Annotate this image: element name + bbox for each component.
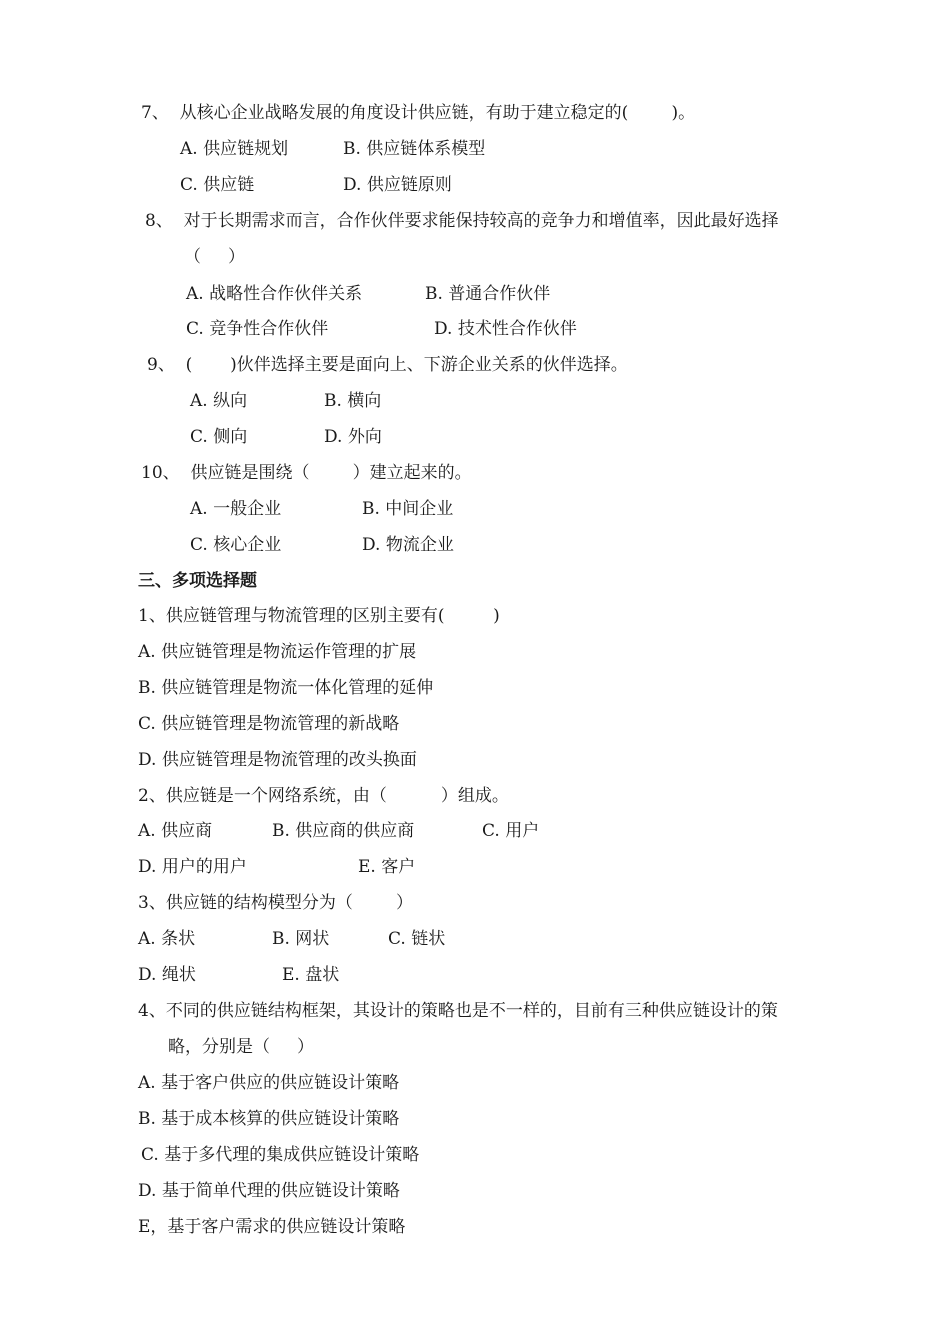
q8-option-c: C. 竞争性合作伙伴 [186,319,329,339]
mq3-option-d: D. 绳状 [138,965,196,985]
q9-option-d: D. 外向 [324,427,382,447]
q9-option-a: A. 纵向 [190,391,248,411]
q8-option-a: A. 战略性合作伙伴关系 [186,284,363,304]
q8-option-b: B. 普通合作伙伴 [425,284,551,304]
q7-option-c: C. 供应链 [180,175,255,195]
mq3-option-e: E. 盘状 [282,965,340,985]
mq2-option-c: C. 用户 [482,821,540,841]
q7-option-a: A. 供应链规划 [180,139,289,159]
q10-option-d: D. 物流企业 [362,535,454,555]
mq2-option-d: D. 用户的用户 [138,857,247,877]
mq1-option-c: C. 供应链管理是物流管理的新战略 [138,714,400,734]
mq1-option-a: A. 供应链管理是物流运作管理的扩展 [138,642,417,662]
question-8: 8、 对于长期需求而言，合作伙伴要求能保持较高的竞争力和增值率，因此最好选择 [145,211,779,231]
mq2-option-b: B. 供应商的供应商 [272,821,415,841]
mq3-option-a: A. 条状 [138,929,196,949]
mq4-option-e: E，基于客户需求的供应链设计策略 [138,1217,406,1237]
q7-option-b: B. 供应链体系模型 [343,139,486,159]
multi-question-1: 1、供应链管理与物流管理的区别主要有( ) [138,606,500,626]
question-7: 7、 从核心企业战略发展的角度设计供应链，有助于建立稳定的( )。 [141,103,696,123]
mq1-option-b: B. 供应链管理是物流一体化管理的延伸 [138,678,434,698]
mq2-option-e: E. 客户 [358,857,416,877]
question-10: 10、 供应链是围绕（ ）建立起来的。 [141,463,472,483]
mq4-option-c: C. 基于多代理的集成供应链设计策略 [141,1145,420,1165]
mq4-option-d: D. 基于简单代理的供应链设计策略 [138,1181,400,1201]
q9-option-c: C. 侧向 [190,427,248,447]
q9-option-b: B. 横向 [324,391,382,411]
multi-question-2: 2、供应链是一个网络系统，由（ ）组成。 [138,786,509,806]
mq1-option-d: D. 供应链管理是物流管理的改头换面 [138,750,417,770]
multi-question-3: 3、供应链的结构模型分为（ ） [138,893,414,913]
q10-option-b: B. 中间企业 [362,499,454,519]
mq3-option-c: C. 链状 [388,929,446,949]
mq3-option-b: B. 网状 [272,929,330,949]
question-8-cont: （ ） [184,247,246,267]
multi-question-4-cont: 略，分别是（ ） [168,1037,315,1057]
q10-option-c: C. 核心企业 [190,535,282,555]
question-9: 9、 ( )伙伴选择主要是面向上、下游企业关系的伙伴选择。 [147,355,628,375]
section-heading: 三、多项选择题 [138,571,257,591]
q8-option-d: D. 技术性合作伙伴 [434,319,577,339]
mq4-option-b: B. 基于成本核算的供应链设计策略 [138,1109,400,1129]
q10-option-a: A. 一般企业 [190,499,282,519]
mq2-option-a: A. 供应商 [138,821,213,841]
mq4-option-a: A. 基于客户供应的供应链设计策略 [138,1073,400,1093]
q7-option-d: D. 供应链原则 [343,175,452,195]
multi-question-4: 4、不同的供应链结构框架，其设计的策略也是不一样的，目前有三种供应链设计的策 [138,1001,778,1021]
